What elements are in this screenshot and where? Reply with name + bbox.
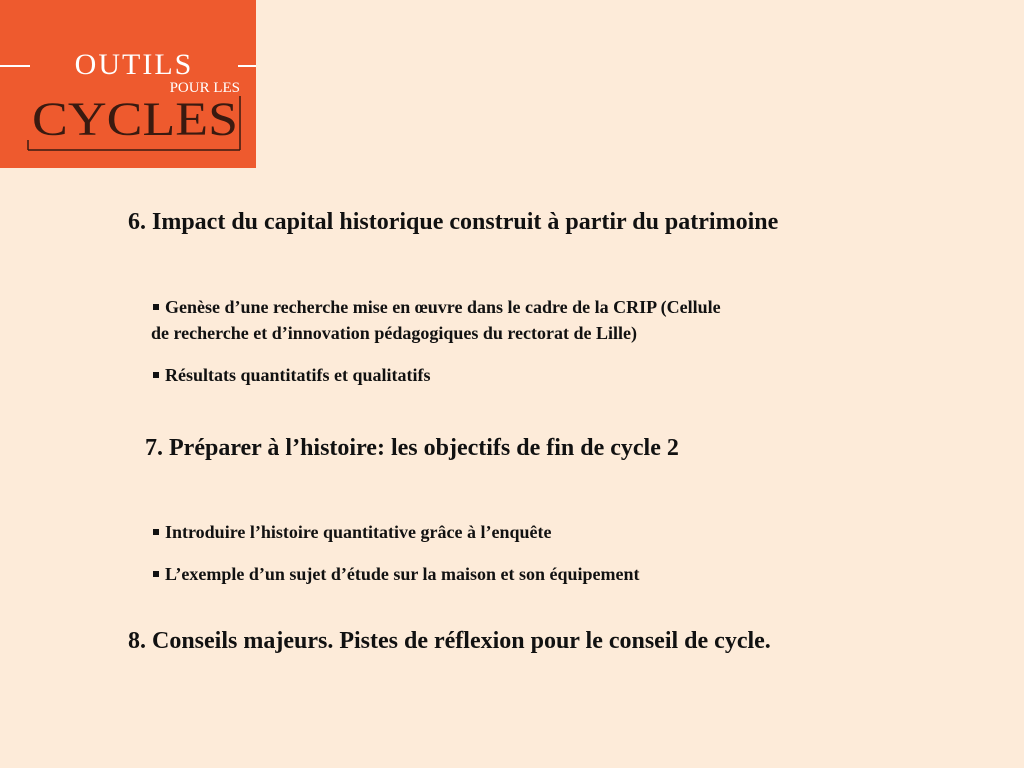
section-7-bullet-2 — [151, 561, 640, 587]
logo-line2: POUR LES — [169, 80, 240, 96]
logo-line3: CYCLES — [32, 93, 238, 146]
logo — [0, 0, 256, 168]
square-bullet-icon — [153, 304, 159, 310]
section-7-bullet-1-text: Introduire l’histoire quantitative grâce à l’enquête — [165, 522, 552, 542]
section-7-heading: 7. Préparer à l’histoire: les objectifs de fin de cycle 2 — [145, 435, 679, 461]
section-6-bullet-1-line-2: de recherche et d’innovation pédagogiques du rectorat de Lille) — [151, 323, 637, 343]
section-6-heading: 6. Impact du capital historique construit à partir du patrimoine — [128, 209, 779, 235]
square-bullet-icon — [153, 529, 159, 535]
section-6-bullet-2 — [151, 362, 431, 388]
square-bullet-icon — [153, 571, 159, 577]
logo-line1: OUTILS — [74, 48, 194, 81]
square-bullet-icon — [153, 372, 159, 378]
section-7-bullet-1 — [151, 519, 551, 545]
logo-graphic — [0, 0, 256, 168]
section-6-bullet-1-line-1: Genèse d’une recherche mise en œuvre dans le cadre de la CRIP (Cellule — [165, 297, 721, 317]
section-8-heading: 8. Conseils majeurs. Pistes de réflexion pour le conseil de cycle. — [128, 628, 771, 654]
section-7-bullet-2-text: L’exemple d’un sujet d’étude sur la maison et son équipement — [165, 564, 640, 584]
section-6-bullet-1 — [151, 294, 891, 346]
section-6-bullet-2-text: Résultats quantitatifs et qualitatifs — [165, 365, 431, 385]
